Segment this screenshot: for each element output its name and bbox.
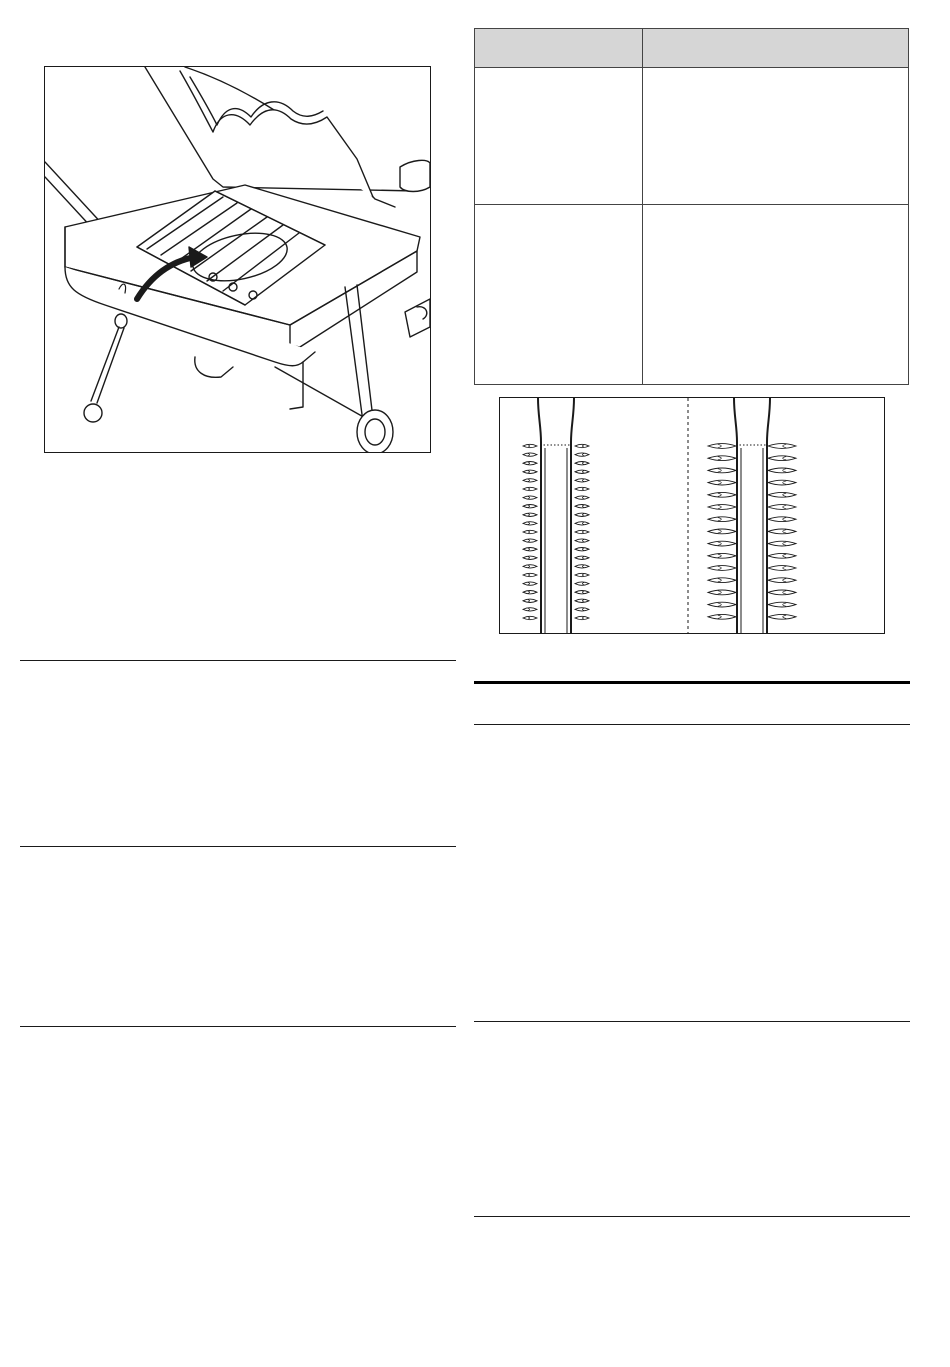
flames-left-group: [523, 444, 589, 619]
flame-core-mark: [528, 582, 530, 584]
section-divider: [474, 724, 910, 725]
flame-core-mark: [718, 505, 722, 508]
burner-tube-right: [734, 398, 770, 633]
flame-core-mark: [718, 518, 722, 521]
section-divider: [20, 660, 456, 661]
flame-mark: [708, 578, 736, 583]
flame-core-mark: [783, 566, 787, 569]
flame-core-mark: [582, 496, 584, 498]
flame-core-mark: [528, 548, 530, 550]
flame-mark: [768, 529, 796, 534]
flame-core-mark: [582, 591, 584, 593]
flame-mark: [768, 505, 796, 510]
flame-core-mark: [582, 445, 584, 447]
flame-core-mark: [582, 531, 584, 533]
flame-core-mark: [582, 600, 584, 602]
flame-core-mark: [528, 522, 530, 524]
flame-core-mark: [582, 522, 584, 524]
flame-core-mark: [528, 608, 530, 610]
flame-core-mark: [582, 488, 584, 490]
flame-mark: [708, 614, 736, 619]
flame-core-mark: [528, 514, 530, 516]
flame-core-mark: [582, 574, 584, 576]
flame-core-mark: [718, 566, 722, 569]
flame-core-mark: [582, 514, 584, 516]
flame-mark: [768, 492, 796, 497]
flame-core-mark: [783, 469, 787, 472]
flame-core-mark: [783, 444, 787, 447]
flame-mark: [708, 468, 736, 473]
flame-mark: [708, 566, 736, 571]
table-row-divider: [475, 204, 908, 205]
flame-mark: [768, 468, 796, 473]
flame-core-mark: [528, 445, 530, 447]
flame-mark: [768, 614, 796, 619]
flame-mark: [708, 492, 736, 497]
table-column-divider: [642, 29, 643, 384]
flame-core-mark: [783, 542, 787, 545]
flame-core-mark: [528, 539, 530, 541]
burner-tube-left: [538, 398, 574, 633]
flame-core-mark: [783, 505, 787, 508]
flame-core-mark: [528, 471, 530, 473]
flame-core-mark: [718, 469, 722, 472]
flame-core-mark: [783, 457, 787, 460]
flame-core-mark: [718, 530, 722, 533]
table-header-row: [475, 29, 908, 68]
flame-core-mark: [582, 557, 584, 559]
flame-core-mark: [528, 479, 530, 481]
flame-mark: [708, 602, 736, 607]
grill-lighting-illustration: [44, 66, 431, 453]
flame-mark: [768, 517, 796, 522]
flame-core-mark: [528, 531, 530, 533]
section-divider: [474, 1216, 910, 1217]
flame-core-mark: [528, 617, 530, 619]
flame-core-mark: [582, 582, 584, 584]
flame-core-mark: [528, 574, 530, 576]
flame-mark: [768, 602, 796, 607]
flame-core-mark: [718, 444, 722, 447]
troubleshooting-table: [474, 28, 909, 385]
flame-mark: [768, 480, 796, 485]
flame-core-mark: [783, 481, 787, 484]
flame-mark: [708, 529, 736, 534]
flame-mark: [708, 590, 736, 595]
flame-mark: [708, 517, 736, 522]
flame-core-mark: [783, 615, 787, 618]
flame-core-mark: [582, 453, 584, 455]
flame-core-mark: [582, 479, 584, 481]
flame-core-mark: [718, 493, 722, 496]
flame-core-mark: [783, 603, 787, 606]
flame-core-mark: [718, 554, 722, 557]
flame-mark: [708, 541, 736, 546]
flame-core-mark: [718, 542, 722, 545]
flame-core-mark: [718, 457, 722, 460]
flame-core-mark: [528, 591, 530, 593]
flame-core-mark: [783, 518, 787, 521]
flames-right-group: [708, 444, 796, 620]
flame-mark: [708, 444, 736, 449]
section-divider-thick: [474, 681, 910, 684]
flame-core-mark: [582, 548, 584, 550]
flame-mark: [708, 505, 736, 510]
flame-core-mark: [528, 462, 530, 464]
flame-mark: [708, 553, 736, 558]
flame-mark: [768, 590, 796, 595]
flame-mark: [768, 553, 796, 558]
flame-mark: [768, 444, 796, 449]
flame-core-mark: [783, 579, 787, 582]
flame-core-mark: [528, 565, 530, 567]
flame-core-mark: [718, 579, 722, 582]
flame-mark: [708, 456, 736, 461]
flame-core-mark: [582, 565, 584, 567]
flame-core-mark: [582, 471, 584, 473]
flame-core-mark: [718, 603, 722, 606]
flame-mark: [768, 566, 796, 571]
flame-core-mark: [528, 488, 530, 490]
flame-core-mark: [582, 539, 584, 541]
flame-core-mark: [528, 453, 530, 455]
flame-core-mark: [783, 493, 787, 496]
flame-core-mark: [528, 557, 530, 559]
flame-core-mark: [718, 481, 722, 484]
flame-core-mark: [528, 600, 530, 602]
flame-mark: [768, 578, 796, 583]
flame-core-mark: [718, 591, 722, 594]
flame-core-mark: [582, 608, 584, 610]
flame-core-mark: [783, 530, 787, 533]
flame-core-mark: [783, 554, 787, 557]
flame-mark: [708, 480, 736, 485]
flame-core-mark: [528, 505, 530, 507]
flame-core-mark: [783, 591, 787, 594]
flame-mark: [768, 541, 796, 546]
flame-core-mark: [582, 617, 584, 619]
burner-flame-comparison-diagram: [499, 397, 885, 634]
flame-core-mark: [528, 496, 530, 498]
section-divider: [474, 1021, 910, 1022]
flame-mark: [768, 456, 796, 461]
section-divider: [20, 846, 456, 847]
flame-core-mark: [582, 462, 584, 464]
flame-core-mark: [718, 615, 722, 618]
flame-core-mark: [582, 505, 584, 507]
section-divider: [20, 1026, 456, 1027]
